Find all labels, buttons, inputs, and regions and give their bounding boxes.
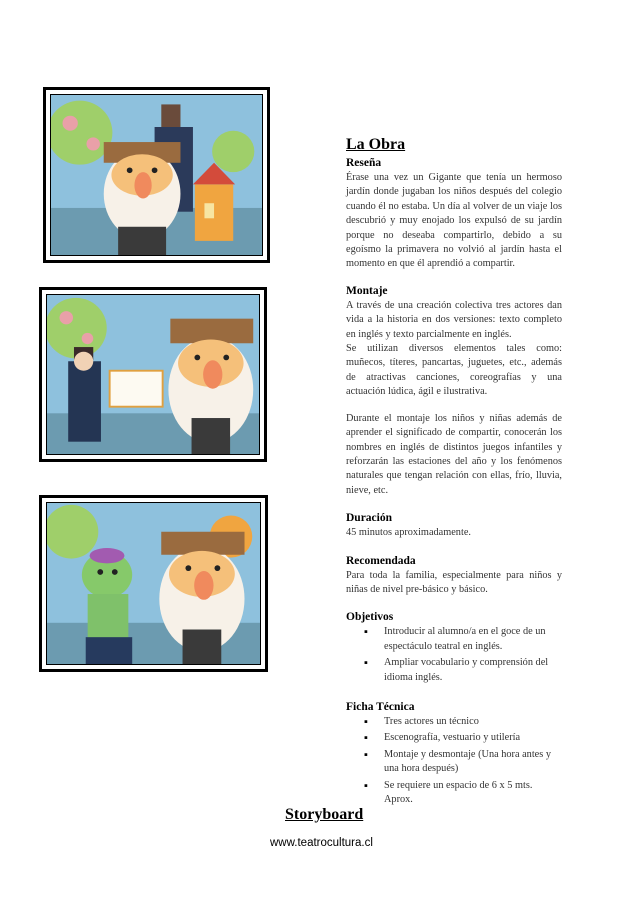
- stage-photo-1: [43, 87, 270, 263]
- section-duracion: [346, 511, 562, 540]
- section-paragraph: Érase una vez un Gigante que tenía un hermoso jardín donde jugaban los niños después del colegio cuando él no estaba. Un día al volver de un viaje los descubrió y muy enojado los expulsó de su jardín porque no deseaba compartirlo, debido a su egoísmo la primavera no volvió al jardín hasta el momento en que él aprendió a compartir.: [346, 172, 562, 270]
- section-paragraph: Durante el montaje los niños y niñas además de aprender el significado de compartir, conocerán los nombres en inglés de distintos juegos infantiles y reforzarán las estaciones del año y los fenómenos naturales que tengan relación con ellas, frío, lluvia, nieve, etc.: [346, 412, 562, 496]
- stage-photo-3: [39, 495, 268, 672]
- section-paragraph: 45 minutos aproximadamente.: [346, 527, 471, 539]
- list-item: ▪ Escenografía, vestuario y utilería: [384, 731, 562, 745]
- photo-actor-with-sign-and-giant: [47, 295, 259, 454]
- photo-giant-and-actor: [51, 95, 262, 255]
- section-resena: [346, 156, 562, 272]
- page-title: La Obra: [346, 136, 406, 153]
- section-heading: Montaje: [346, 284, 388, 297]
- section-heading: Recomendada: [346, 554, 416, 567]
- list-item: ▪ Se requiere un espacio de 6 x 5 mts. Aprox.: [384, 779, 562, 808]
- storyboard-heading: Storyboard: [285, 806, 364, 823]
- section-heading: Ficha Técnica: [346, 700, 415, 713]
- bullet-list: [346, 715, 562, 807]
- section-recomendada: [346, 554, 562, 598]
- play-description: [346, 135, 562, 809]
- bullet-list: [346, 625, 562, 685]
- section-heading: Objetivos: [346, 611, 394, 624]
- list-item: ▪ Montaje y desmontaje (Una hora antes y una hora después): [384, 748, 562, 777]
- section-heading: Reseña: [346, 157, 382, 169]
- list-item: ▪ Ampliar vocabulario y comprensión del idioma inglés.: [384, 656, 562, 685]
- section-paragraph: A través de una creación colectiva tres actores dan vida a la historia en dos versiones: texto completo en inglés y texto parcialmente en inglés.: [346, 299, 562, 340]
- section-heading: Duración: [346, 512, 392, 525]
- section-montaje: [346, 284, 562, 498]
- list-item: ▪ Introducir al alumno/a en el goce de un espectáculo teatral en inglés.: [384, 625, 562, 654]
- section-objetivos: [346, 610, 562, 685]
- list-item: ▪ Tres actores un técnico: [384, 715, 562, 729]
- section-paragraph: Se utilizan diversos elementos tales como: muñecos, títeres, pancartas, juguetes, etc., además de atractivas canciones, coreografías y una actuación lúdica, ágil e ilustrativa.: [346, 343, 562, 398]
- section-paragraph: Para toda la familia, especialmente para niños y niñas de nivel pre-básico y básico.: [346, 569, 562, 595]
- section-ficha-tecnica: [346, 700, 562, 807]
- stage-photo-2: [39, 287, 267, 462]
- photo-puppet-and-giant: [47, 503, 260, 664]
- website-url[interactable]: www.teatrocultura.cl: [270, 837, 373, 849]
